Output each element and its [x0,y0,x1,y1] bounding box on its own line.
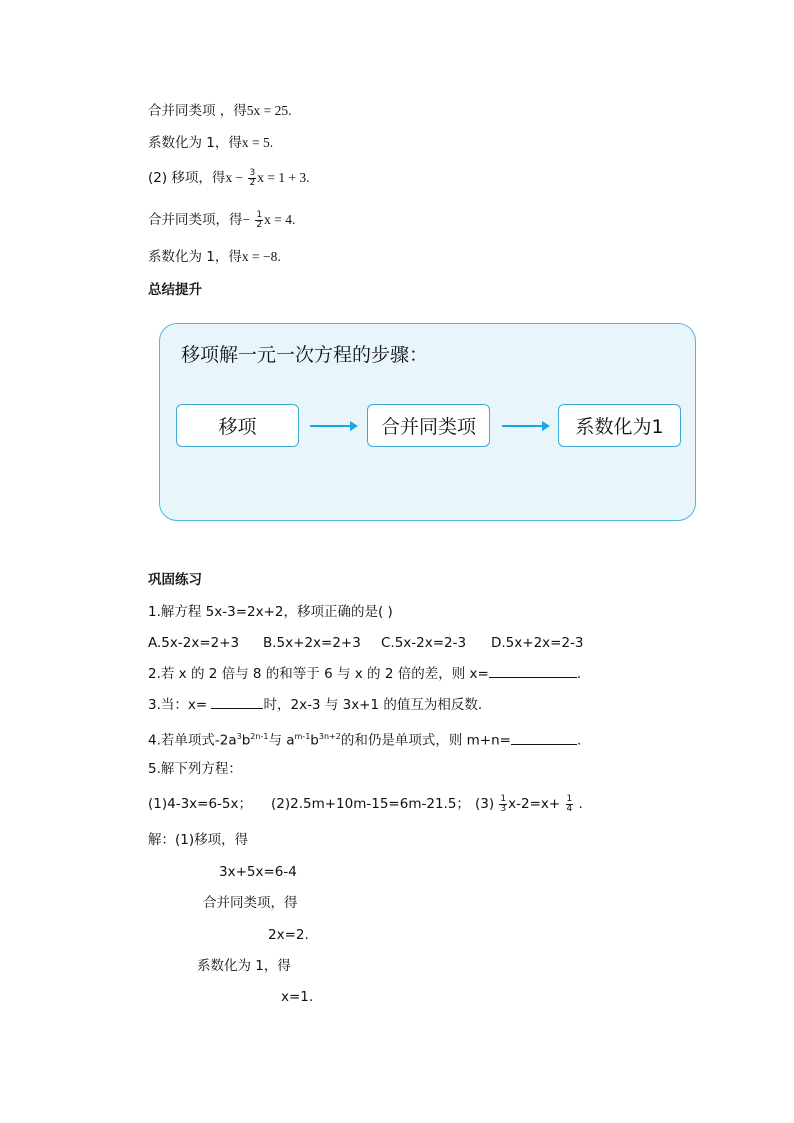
part-3-math: x-2=x+ [508,796,561,812]
option-a: A.5x-2x=2+3 [148,635,240,651]
solution-line-1 [148,101,292,121]
text: b [310,732,319,749]
solution-line-2 [148,133,273,153]
fraction-numerator: 1 [566,793,573,804]
math: − [242,212,251,227]
text: 系数化为 1，得 [148,249,242,265]
superscript: m-1 [294,732,311,741]
fraction-denominator: 2 [249,177,256,188]
summary-box-title: 移项解一元一次方程的步骤： [181,344,429,366]
superscript: 2n-1 [250,732,269,741]
math: x = −8. [241,249,281,264]
math: x = 5. [241,135,274,150]
part-1: (1)4-3x=6-5x； [148,796,253,812]
solution-line-5 [148,247,281,267]
question-2 [148,664,581,684]
fraction-numerator: 1 [500,793,507,804]
part-3-label: (3) [475,796,495,812]
step-3-box: 系数化为1 [558,404,681,447]
period: . [578,796,583,812]
answer-blank [211,696,263,709]
text: (2) 移项，得 [148,170,226,186]
text: 的和仍是单项式，则 m+n= [340,732,511,749]
solution-line-4 [148,210,295,230]
option-b: B.5x+2x=2+3 [263,635,361,651]
fraction-denominator: 3 [500,803,507,814]
summary-heading: 总结提升 [148,282,202,298]
superscript: 3n+2 [318,732,341,741]
answer-line-5: 系数化为 1，得 [197,958,291,974]
question-5: 5.解下列方程： [148,761,242,777]
text: b [241,732,251,749]
arrow-right-icon [502,425,544,427]
solution-line-3 [148,168,310,188]
question-2-text: 2.若 x 的 2 倍与 8 的和等于 6 与 x 的 2 倍的差，则 x= [148,666,489,682]
practice-heading: 巩固练习 [148,572,202,588]
fraction-numerator: 3 [249,167,256,178]
fraction [566,795,574,814]
question-4 [148,727,581,751]
question-3-text-end: 时，2x-3 与 3x+1 的值互为相反数. [263,697,483,713]
part-3 [475,794,583,814]
summary-box [159,323,696,521]
question-3 [148,695,482,715]
answer-blank [511,732,577,745]
fraction [499,795,507,814]
part-2: (2)2.5m+10m-15=6m-21.5； [271,796,470,812]
period: . [576,732,582,749]
arrow-right-icon [310,425,352,427]
text: 与 a [268,732,295,749]
answer-line-6: x=1. [281,989,314,1005]
fraction-numerator: 1 [256,209,263,220]
option-d: D.5x+2x=2-3 [491,635,584,651]
fraction-denominator: 4 [566,803,573,814]
math: x = 1 + 3. [257,170,310,185]
math: 5x = 25. [246,103,292,118]
superscript: 3 [236,732,242,741]
math: x − [225,170,244,185]
text: 4.若单项式-2a [148,732,237,749]
math: x = 4. [264,212,296,227]
step-1-box: 移项 [176,404,299,447]
answer-line-2: 3x+5x=6-4 [219,864,297,880]
fraction [255,211,263,230]
option-c: C.5x-2x=2-3 [381,635,467,651]
answer-line-4: 2x=2. [268,927,309,943]
answer-line-3: 合并同类项，得 [203,895,298,911]
answer-line-1: 解：(1)移项，得 [148,832,249,848]
text: 合并同类项 ，得 [148,103,247,119]
fraction-denominator: 2 [256,219,263,230]
period: . [576,666,582,682]
text: 系数化为 1，得 [148,135,242,151]
question-1: 1.解方程 5x-3=2x+2，移项正确的是( ) [148,604,393,620]
step-2-box: 合并同类项 [367,404,490,447]
question-3-text: 3.当：x= [148,697,208,713]
fraction [248,169,256,188]
answer-blank [489,665,577,678]
text: 合并同类项，得 [148,212,243,228]
